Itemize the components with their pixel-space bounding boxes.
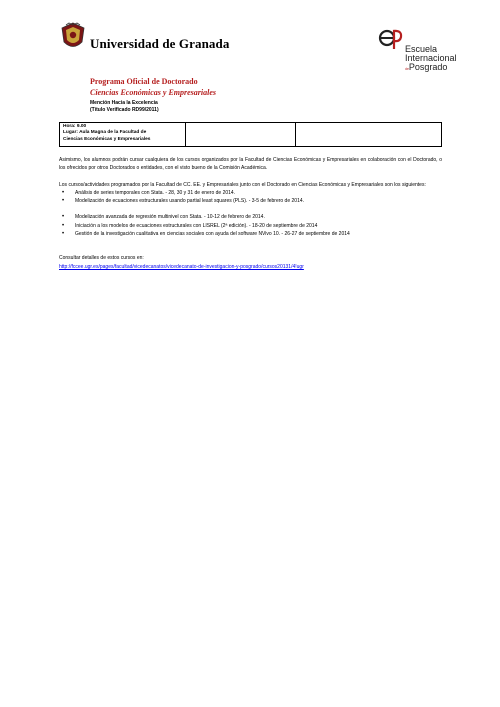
eip-logo-de: de [405, 67, 409, 71]
table-row [60, 123, 442, 147]
document-body [59, 156, 442, 271]
eip-logo-mark-icon [378, 28, 408, 50]
paragraph-courses-list-intro: Los cursos/actividades programados por la Facultad de CC. EE. y Empresariales junto con el Doctorado en Ciencias Económicas y Empresariales son los siguientes: [59, 181, 426, 188]
place-text-2: Ciencias Económicas y Empresariales [63, 136, 151, 142]
program-title: Programa Oficial de Doctorado [90, 77, 198, 86]
list-item: • Gestión de la investigación cualitativa en ciencias sociales con ayuda del software NVivo 10. - 26-27 de septiembre de 2014 [75, 230, 442, 238]
schedule-table [59, 122, 442, 147]
place-text-1: Lugar: Aula Magna de la Facultad de [63, 130, 147, 136]
list-item: • Modelización de ecuaciones estructurales usando partial least squares (PLS). - 3-5 de febrero de 2014. [75, 197, 442, 205]
university-seal-icon [60, 22, 86, 52]
list-item: • Modelización avanzada de regresión multinivel con Stata. - 10-12 de febrero de 2014. [75, 213, 442, 221]
course-list [59, 189, 442, 206]
time-text: Hora: 9.00 [63, 124, 87, 129]
eip-logo-line-3 [405, 63, 457, 74]
university-name: Universidad de Granada [90, 36, 230, 51]
table-cell-empty [186, 123, 296, 147]
verification-note: (Título Verificado RD99/2011) [90, 107, 159, 113]
escuela-posgrado-logo [378, 28, 474, 72]
excellence-mention: Mención Hacia la Excelencia [90, 100, 158, 106]
course-list [59, 213, 442, 238]
paragraph-courses-intro: Asimismo, los alumnos podrán cursar cualquiera de los cursos organizados por la Facultad de Ciencias Económicas y Empresariales en colaboración con el Doctorado, o los ofrecidos por otros Doctorados o entidades, con el visto bueno de la Comisión Académica. [59, 157, 442, 172]
table-cell-place [60, 123, 186, 147]
consult-label: Consultar detalles de estos cursos en: [59, 255, 144, 262]
list-item: • Análisis de series temporales con Stata. - 28, 30 y 31 de enero de 2014. [75, 189, 442, 197]
list-item: • Iniciación a los modelos de ecuaciones estructurales con LISREL (2ª edición). - 18-20 de septiembre de 2014 [75, 222, 442, 230]
eip-logo-line-2: Internacional [405, 53, 457, 63]
table-cell-empty [296, 123, 442, 147]
courses-link[interactable]: http://fccee.ugr.es/pages/facultad/vicedecanatos/vicedecanato-de-investigacion-y-posgrado/cursos20131/4!ugr [59, 263, 304, 270]
eip-logo-line-1: Escuela [405, 44, 438, 54]
eip-logo-text [405, 45, 457, 74]
eip-logo-posgrado: Posgrado [408, 62, 448, 72]
program-field: Ciencias Económicas y Empresariales [90, 88, 216, 97]
